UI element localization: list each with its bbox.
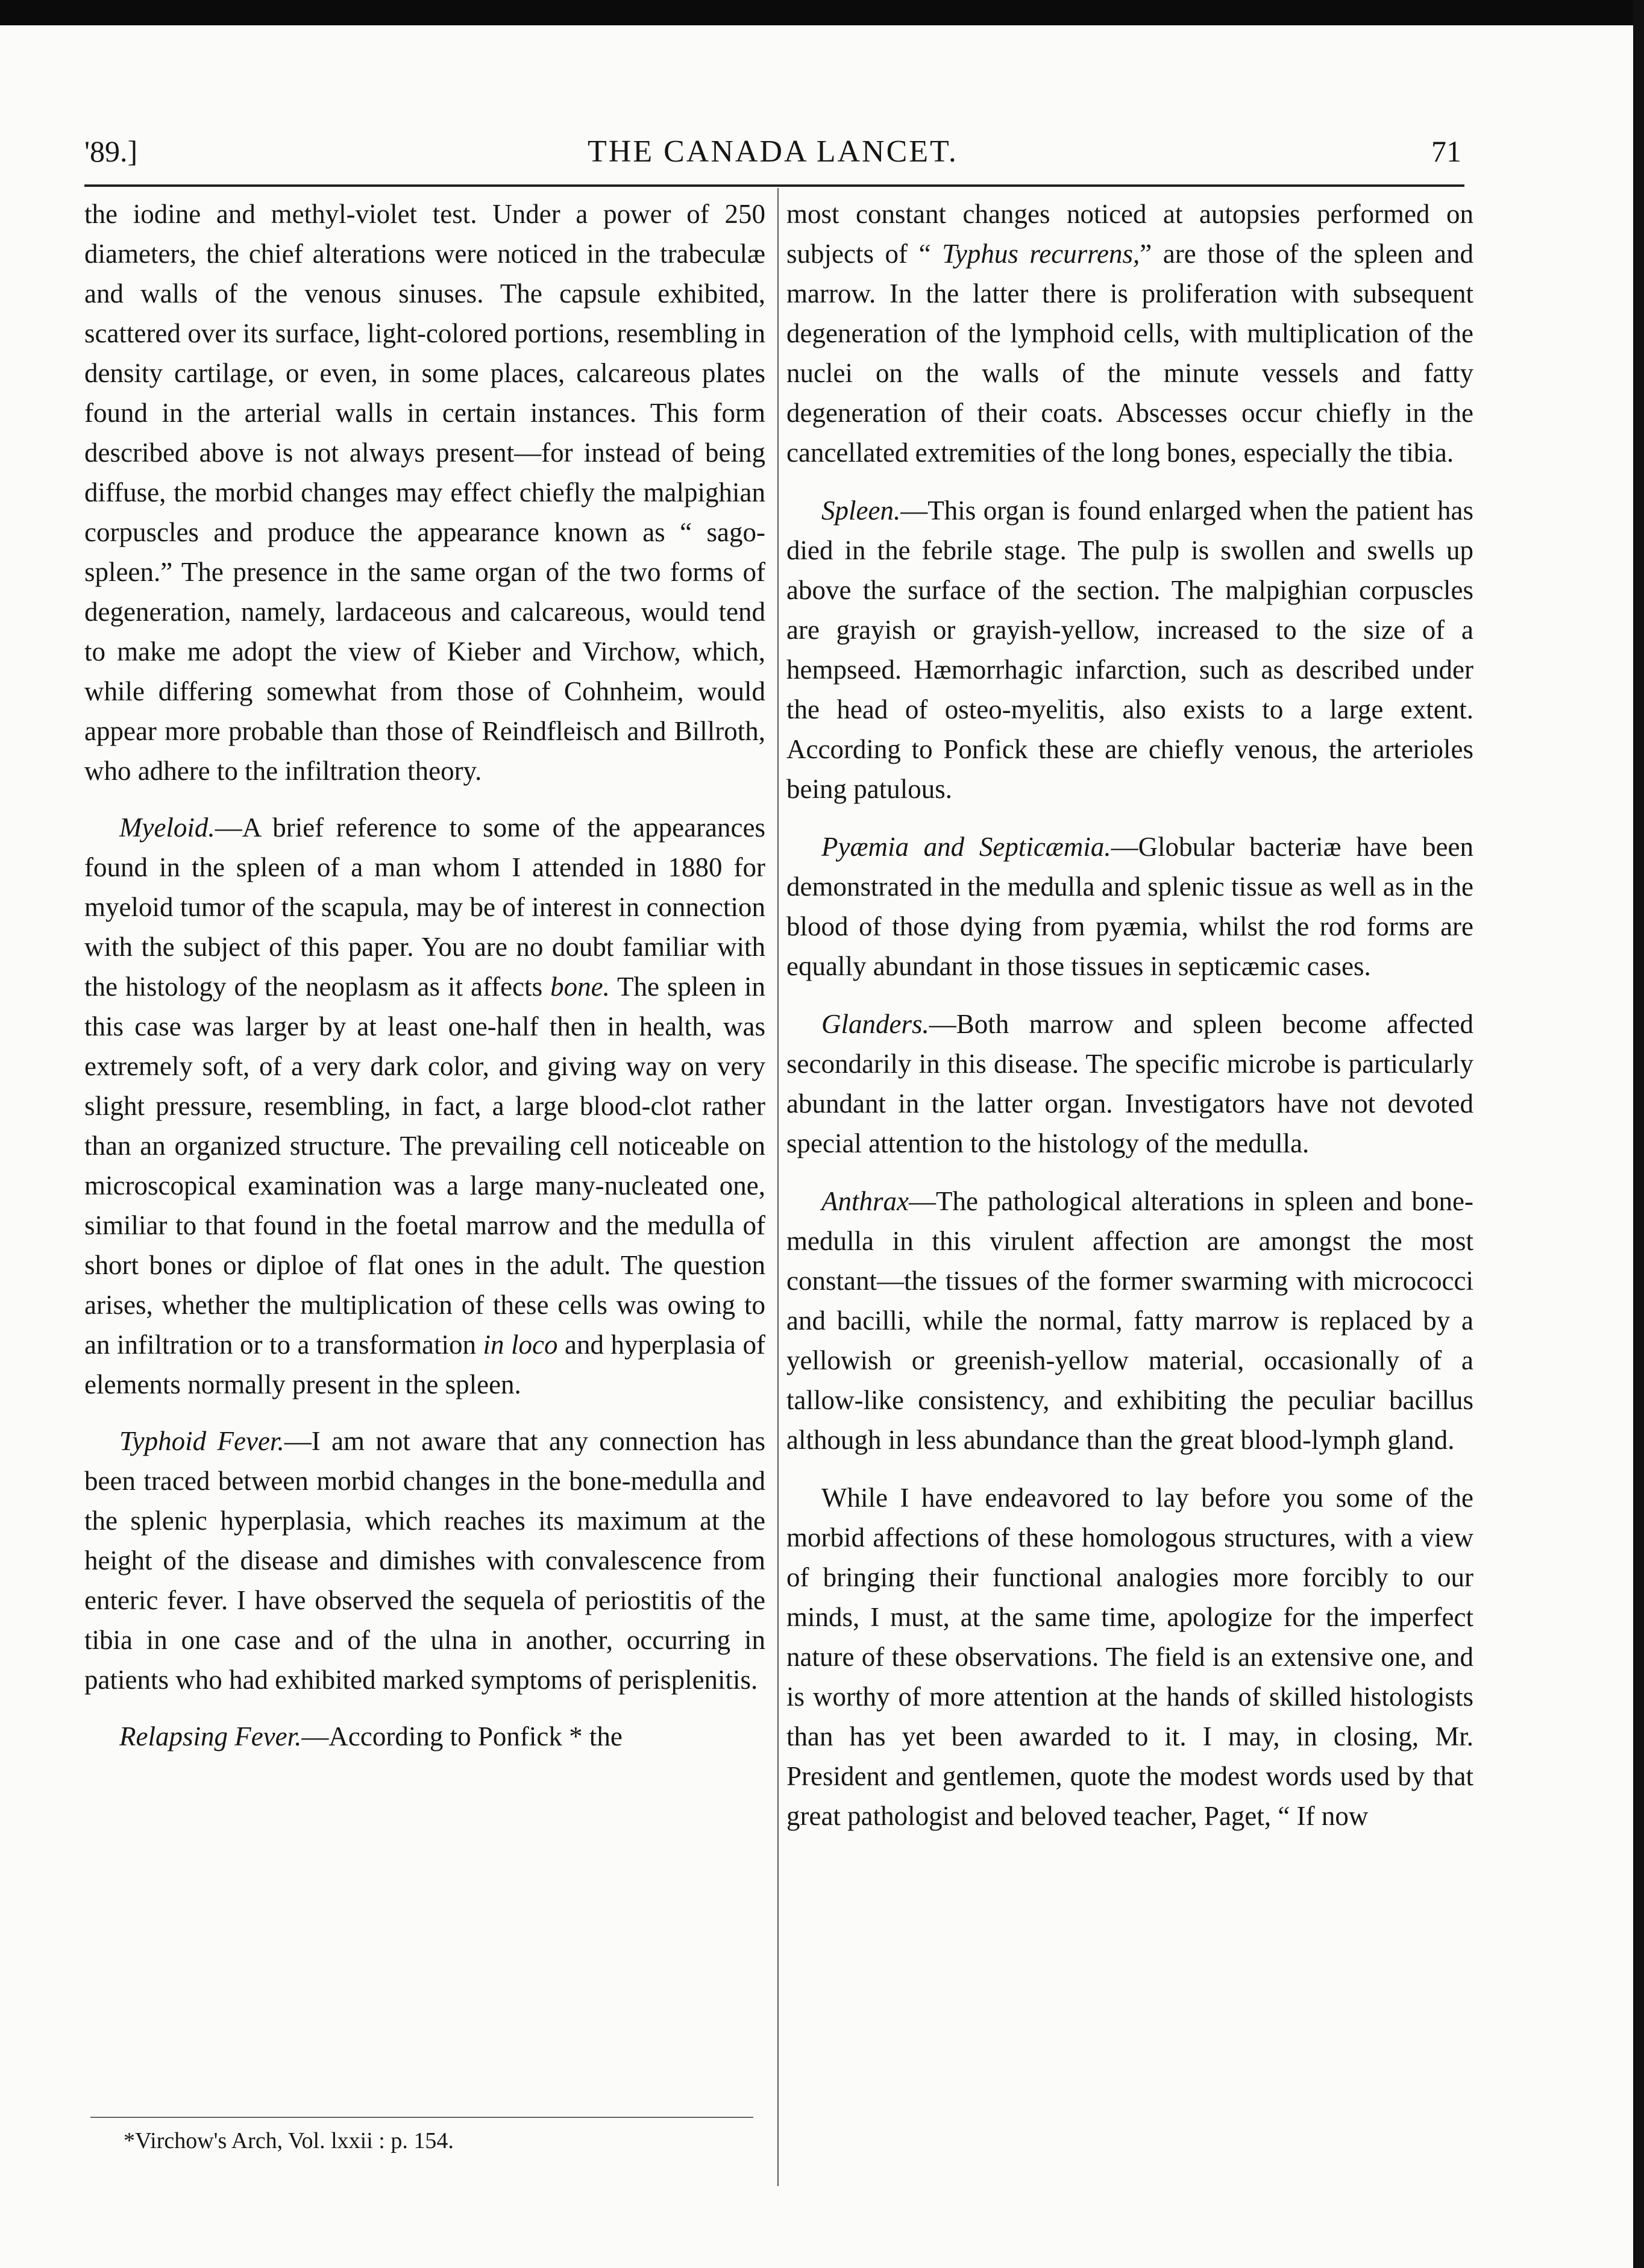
page-number: 71 <box>1431 134 1461 168</box>
column-divider <box>777 188 779 2186</box>
paragraph-closing: While I have endeavored to lay before you some of the morbid affections of these homologous structures, with a view of bringing their functional analogies more forcibly to our minds, I must, at the same time, apologize for the imperfect nature of these observations. The field is an extensive one, and is worthy of more attention at the hands of skilled histologists than has yet been awarded to it. I may, in closing, Mr. President and gentlemen, quote the modest words used by that great pathologist and beloved teacher, Paget, “ If now <box>786 1483 1473 1831</box>
section-heading-myeloid: Myeloid. <box>119 812 215 843</box>
section-heading-typhoid: Typhoid Fever. <box>119 1426 284 1456</box>
header-year: '89.] <box>84 134 138 168</box>
section-heading-anthrax: Anthrax <box>821 1186 909 1216</box>
paragraph-continued: the iodine and methyl-violet test. Under a power of 250 diameters, the chief alterations were noticed in the trabeculæ and walls of the venous sinuses. The capsule exhibited, scattered over its surface, light-colored portions, resembling in density cartilage, or even, in some places, calcareous plates found in the arterial walls in certain instances. This form described above is not always present—for instead of being diffuse, the morbid changes may effect chiefly the malpighian corpuscles and produce the appearance known as “ sago-spleen.” The presence in the same organ of the two forms of degeneration, namely, lardaceous and calcareous, would tend to make me adopt the view of Kieber and Virchow, which, while differing somewhat from those of Cohnheim, would appear more probable than those of Reindfleisch and Billroth, who adhere to the infiltration theory. <box>84 199 765 786</box>
footnote: *Virchow's Arch, Vol. lxxii : p. 154. <box>124 2128 454 2153</box>
paragraph-glanders: Glanders.—Both marrow and spleen become affected secondarily in this disease. The specific microbe is particularly abundant in the latter organ. Investigators have not devoted special attention to the histology of the medulla. <box>786 1009 1473 1158</box>
footnote-rule <box>90 2117 753 2118</box>
header-rule <box>84 184 1464 187</box>
running-header <box>84 134 1461 182</box>
paragraph-spleen: Spleen.—This organ is found enlarged when the patient has died in the febrile stage. The pulp is swollen and swells up above the surface of the section. The malpighian corpuscles are grayish or grayish-yellow, increased to the size of a hempseed. Hæmorrhagic infarction, such as described under the head of osteo-myelitis, also exists to a large extent. According to Ponfick these are chiefly venous, the arterioles being patulous. <box>786 495 1473 804</box>
right-column <box>786 194 1473 1836</box>
journal-title: THE CANADA LANCET. <box>588 134 958 169</box>
scan-right-border <box>1633 0 1644 2268</box>
paragraph-myeloid: Myeloid.—A brief reference to some of the appearances found in the spleen of a man whom I attended in 1880 for myeloid tumor of the scapula, may be of interest in connection with the subject of this paper. You are no doubt familiar with the histology of the neoplasm as it affects bone. The spleen in this case was larger by at least one-half then in health, was extremely soft, of a very dark color, and giving way on very slight pressure, resembling, in fact, a large blood-clot rather than an organized structure. The prevailing cell noticeable on microscopical examination was a large many-nucleated one, similiar to that found in the foetal marrow and the medulla of short bones or diploe of flat ones in the adult. The question arises, whether the multiplication of these cells was owing to an infiltration or to a transformation in loco and hyperplasia of elements normally present in the spleen. <box>84 812 765 1399</box>
section-heading-spleen: Spleen. <box>821 495 901 526</box>
paragraph-typhoid: Typhoid Fever.—I am not aware that any connection has been traced between morbid changes in the bone-medulla and the splenic hyperplasia, which reaches its maximum at the height of the disease and dimishes with convalescence from enteric fever. I have observed the sequela of periostitis of the tibia in one case and of the ulna in another, occurring in patients who had exhibited marked symptoms of perisplenitis. <box>84 1426 765 1695</box>
scan-top-border <box>0 0 1644 25</box>
section-heading-glanders: Glanders. <box>821 1009 929 1039</box>
paragraph-pyaemia: Pyæmia and Septicæmia.—Globular bacteriæ have been demonstrated in the medulla and splenic tissue as well as in the blood of those dying from pyæmia, whilst the rod forms are equally abundant in those tissues in septicæmic cases. <box>786 832 1473 981</box>
paragraph-anthrax: Anthrax—The pathological alterations in spleen and bone-medulla in this virulent affection are amongst the most constant—the tissues of the former swarming with micrococci and bacilli, while the normal, fatty marrow is replaced by a yellowish or greenish-yellow material, occasionally of a tallow-like consistency, and exhibiting the peculiar bacillus although in less abundance than the great blood-lymph gland. <box>786 1186 1473 1455</box>
section-heading-pyaemia: Pyæmia and Septicæmia. <box>821 832 1111 862</box>
paragraph-relapsing: Relapsing Fever.—According to Ponfick * the <box>119 1721 623 1751</box>
section-heading-relapsing: Relapsing Fever. <box>119 1721 302 1751</box>
left-column <box>84 194 765 1756</box>
paragraph-relapsing-continued: most constant changes noticed at autopsies performed on subjects of “ Typhus recurrens,” are those of the spleen and marrow. In the latter there is proliferation with subsequent degeneration of the lymphoid cells, with multiplication of the nuclei on the walls of the minute vessels and fatty degeneration of their coats. Abscesses occur chiefly in the cancellated extremities of the long bones, especially the tibia. <box>786 199 1473 468</box>
